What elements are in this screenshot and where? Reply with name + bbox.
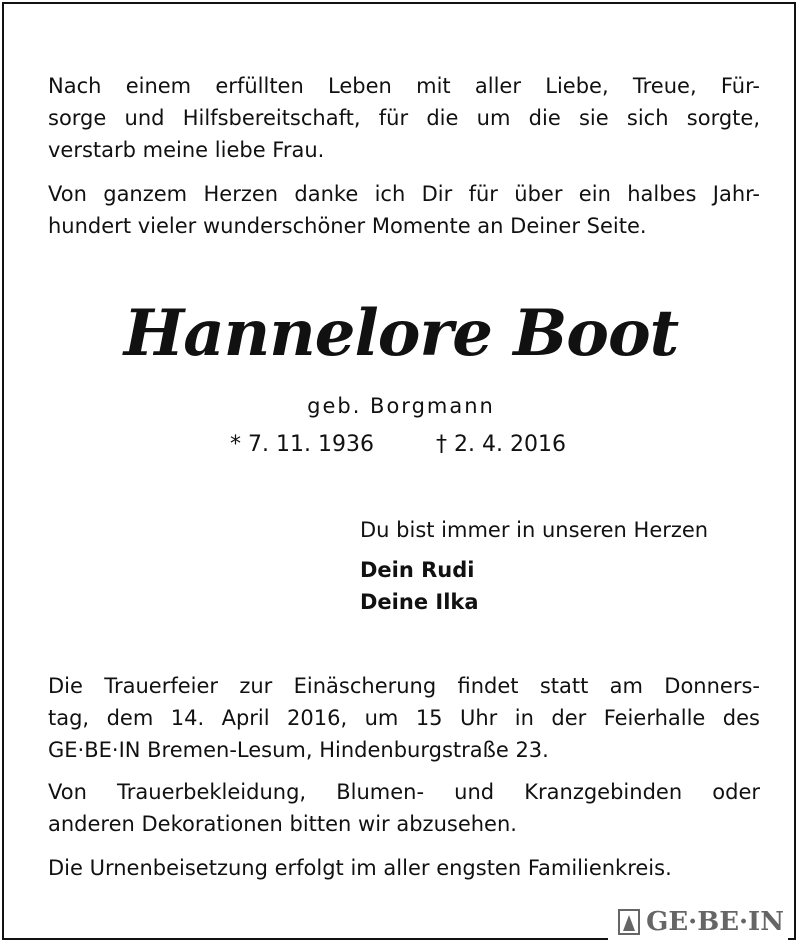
signature-rudi: Dein Rudi [360, 558, 475, 582]
intro-line: verstarb meine liebe Frau. [48, 138, 325, 162]
intro-line: Nach einem erfüllten Leben mit aller Liebe, Treue, Für- [48, 74, 760, 98]
signature-ilka: Deine Ilka [360, 590, 479, 614]
request-line: Von Trauerbekleidung, Blumen- und Kranzgebinden oder [48, 780, 760, 804]
request-line: anderen Dekorationen bitten wir abzusehen. [48, 812, 517, 836]
gebein-logo [608, 904, 788, 940]
ceremony-paragraph [48, 670, 760, 766]
gebein-logo-text: GE·BE·IN [646, 907, 784, 937]
family-motto: Du bist immer in unseren Herzen [360, 518, 709, 542]
thanks-line: Von ganzem Herzen danke ich Dir für über ein halbes Jahr- [48, 182, 760, 206]
thanks-paragraph [48, 178, 760, 242]
deceased-name: Hannelore Boot [123, 296, 679, 371]
intro-line: sorge und Hilfsbereitschaft, für die um die sie sich sorgte, [48, 106, 760, 130]
thanks-line: hundert vieler wunderschöner Momente an Deiner Seite. [48, 214, 647, 238]
gebein-emblem-icon [618, 909, 640, 935]
burial-line: Die Urnenbeisetzung erfolgt im aller engsten Familienkreis. [48, 856, 672, 880]
ceremony-line: Die Trauerfeier zur Einäscherung findet statt am Donners- [48, 674, 760, 698]
birth-date: * 7. 11. 1936 [230, 432, 374, 457]
ceremony-line: tag, dem 14. April 2016, um 15 Uhr in der Feierhalle des [48, 706, 760, 730]
request-paragraph [48, 776, 760, 840]
intro-paragraph [48, 70, 760, 166]
ceremony-line: GE·BE·IN Bremen-Lesum, Hindenburgstraße 23. [48, 738, 549, 762]
burial-paragraph [48, 852, 760, 884]
maiden-name: geb. Borgmann [307, 394, 495, 418]
obituary-notice [2, 2, 796, 940]
death-date: † 2. 4. 2016 [436, 432, 566, 457]
